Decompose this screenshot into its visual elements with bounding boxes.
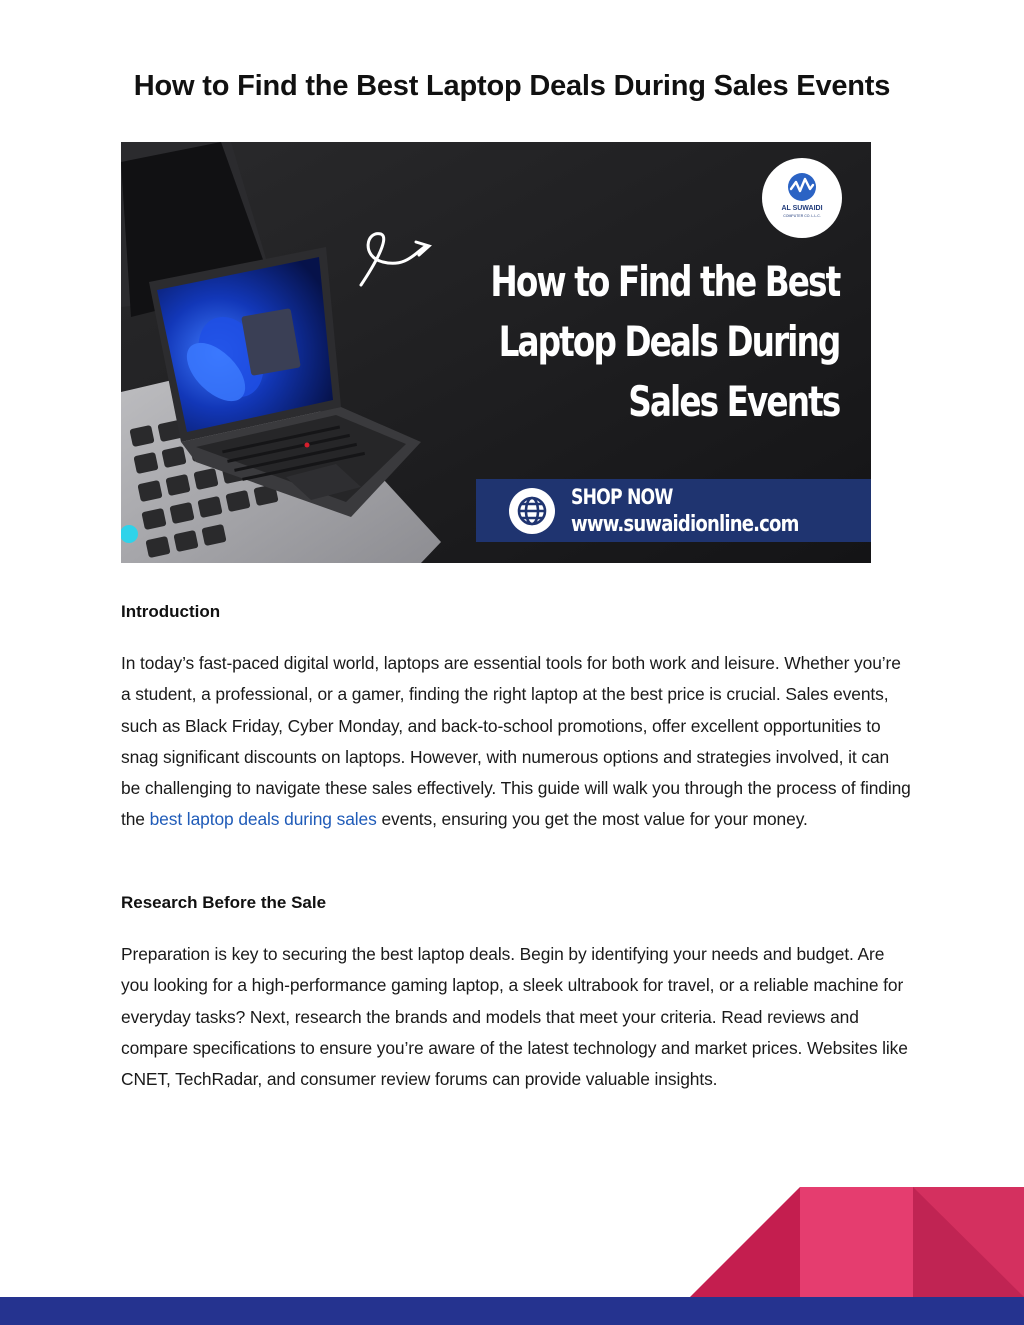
- globe-icon: [509, 488, 555, 534]
- logo-subtitle: COMPUTER CO. L.L.C.: [783, 214, 821, 218]
- footer-decoration: [0, 1180, 1024, 1325]
- shop-now-bar: [476, 479, 871, 542]
- hero-banner: [121, 142, 871, 563]
- intro-heading: Introduction: [121, 602, 221, 621]
- shop-now-label: SHOP NOW: [571, 485, 673, 509]
- banner-headline-line-3: Sales Events: [627, 377, 839, 426]
- footer-band: [0, 1297, 1024, 1325]
- intro-paragraph: [121, 648, 911, 836]
- research-paragraph: Preparation is key to securing the best laptop deals. Begin by identifying your needs and budget. Are you looking for a high-performance gaming laptop, a sleek ultrabook for travel, or a reliable machine for everyday tasks? Next, research the brands and models that meet your criteria. Read reviews and compare specifications to ensure you’re aware of the latest technology and market prices. Websites like CNET, TechRadar, and consumer review forums can provide valuable insights.: [121, 944, 908, 1090]
- page-title: How to Find the Best Laptop Deals During Sales Events: [133, 70, 891, 102]
- research-heading: Research Before the Sale: [121, 893, 327, 912]
- banner-headline-line-2: Laptop Deals During: [498, 317, 839, 366]
- logo-name: AL SUWAIDI: [781, 205, 823, 212]
- shop-url: www.suwaidionline.com: [571, 512, 799, 537]
- best-laptop-deals-link[interactable]: best laptop deals during sales: [149, 809, 377, 830]
- intro-text-after-link: events, ensuring you get the most value for your money.: [376, 809, 808, 830]
- company-logo: [762, 158, 842, 238]
- banner-headline-line-1: How to Find the Best: [490, 257, 839, 306]
- intro-text-before-link: In today’s fast-paced digital world, laptops are essential tools for both work and leisure. Whether you’re a student, a professional, or a gamer, finding the right laptop at the best price is crucial. Sales events, such as Black Friday, Cyber Monday, and back-to-school promotions, offer excellent opportunities to snag significant discounts on laptops. However, with numerous options and strategies involved, it can be challenging to navigate these sales effectively. This guide will walk you through the process of finding the: [121, 653, 911, 830]
- banner-headline: [490, 252, 839, 432]
- al-suwaidi-logo-icon: [762, 158, 842, 238]
